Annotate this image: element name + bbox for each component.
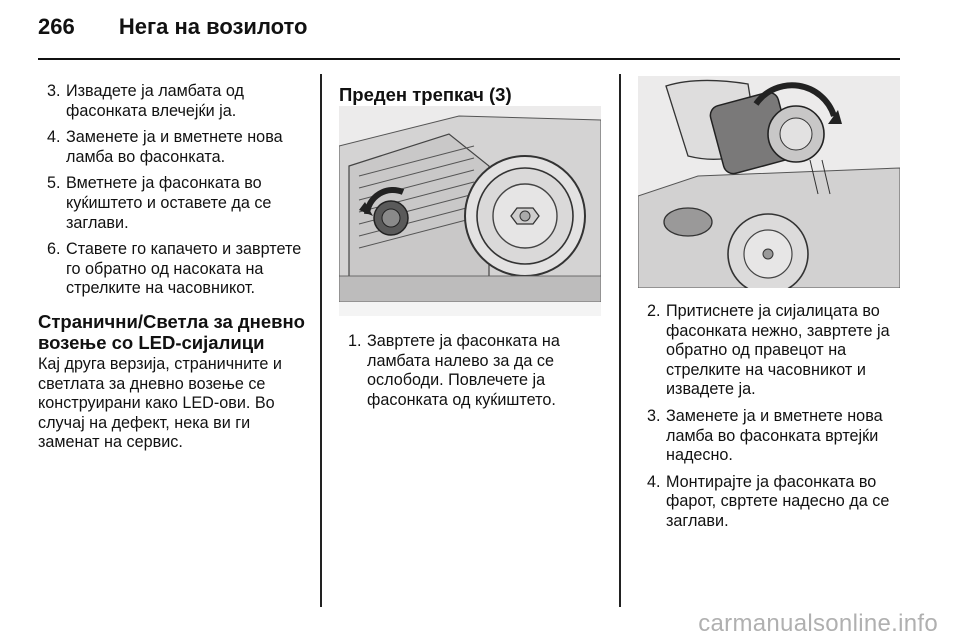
headlight-housing-drawing <box>339 106 601 316</box>
step-number: 3. <box>647 406 661 425</box>
left-steps-list <box>38 82 310 299</box>
headlight-rear-illustration <box>339 106 601 316</box>
middle-steps <box>339 332 607 417</box>
step-text: Завртете ја фасонката на ламбата налево за да се ослободи. Повлечете ја фасонката од куќиштето. <box>367 332 560 409</box>
bulb-socket-illustration <box>638 76 900 288</box>
list-item <box>38 240 310 299</box>
section-title-front-indicator: Преден трепкач (3) <box>339 84 512 105</box>
step-number: 1. <box>348 332 362 350</box>
list-item <box>38 174 310 233</box>
step-number: 6. <box>47 240 61 259</box>
step-text: Притиснете ја сијалицата во фасонката нежно, завртете ја обратно од правецот на стрелките на часовникот и извадете ја. <box>666 302 890 399</box>
step-number: 4. <box>647 472 661 491</box>
left-column <box>38 82 310 453</box>
list-item <box>638 473 908 532</box>
list-item <box>38 128 310 167</box>
step-number: 2. <box>647 302 661 320</box>
page-number: 266 <box>38 14 75 39</box>
step-number: 4. <box>47 128 61 147</box>
column-divider-1 <box>320 74 322 607</box>
watermark: carmanualsonline.info <box>698 610 938 637</box>
step-number: 3. <box>47 82 61 100</box>
step-text: Заменете ја и вметнете нова ламба во фасонката вртејќи надесно. <box>666 406 883 465</box>
step-number: 5. <box>47 174 61 193</box>
header-divider <box>38 58 900 60</box>
right-steps <box>638 302 908 539</box>
step-text: Заменете ја и вметнете нова ламба во фасонката. <box>66 128 283 166</box>
list-item <box>38 82 310 121</box>
section-title-led: Странични/Светла за дневно возење со LED-сијалици <box>38 310 305 353</box>
page-title: Нега на возилото <box>118 14 308 39</box>
middle-steps-list <box>339 332 607 410</box>
bulb-removal-drawing <box>638 76 900 288</box>
list-item <box>638 302 908 400</box>
middle-column <box>339 80 607 107</box>
step-text: Ставете го капачето и завртете го обратно од насоката на стрелките на часовникот. <box>66 240 302 298</box>
step-text: Извадете ја ламбата од фасонката влечејќи ја. <box>66 82 244 120</box>
led-paragraph: Кај друга верзија, страничните и светлата за дневно возење се конструирани како LED-ови. Во случај на дефект, нека ви ги заменат на сервис. <box>38 354 282 452</box>
list-item <box>638 407 908 466</box>
step-text: Монтирајте ја фасонката во фарот, свртете надесно да се заглави. <box>666 472 890 530</box>
column-divider-2 <box>619 74 621 607</box>
list-item <box>339 332 607 410</box>
right-steps-list <box>638 302 908 532</box>
step-text: Вметнете ја фасонката во куќиштето и оставете да се заглави. <box>66 174 272 232</box>
page-header <box>38 14 307 40</box>
